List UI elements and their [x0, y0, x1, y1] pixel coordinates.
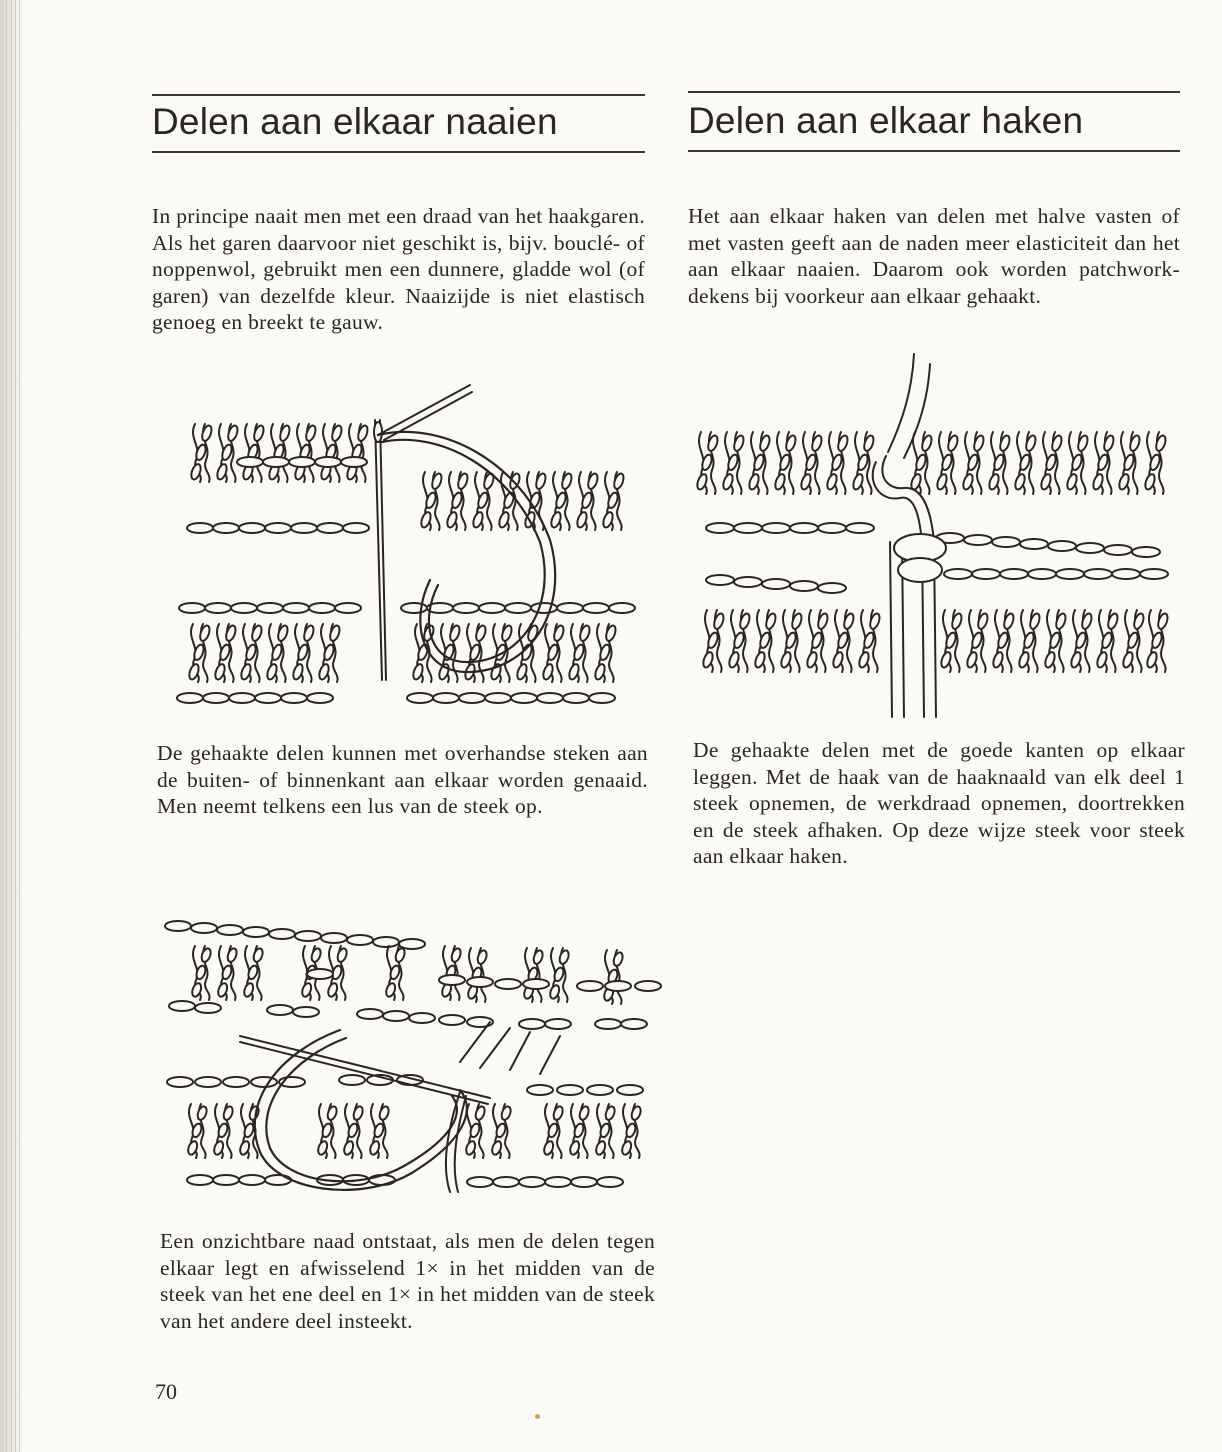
figure-invisible-seam	[160, 912, 665, 1207]
figure-crochet-seam	[690, 352, 1180, 722]
page-edge-shadow	[0, 0, 26, 1452]
right-heading: Delen aan elkaar haken	[688, 100, 1084, 141]
figure-overcast-seam	[170, 380, 650, 720]
left-heading-bottom-rule	[152, 151, 645, 153]
right-intro-paragraph: Het aan elkaar haken van delen met halve vasten of met vasten geeft aan de naden meer elasticiteit dan het aan elkaar naaien. Daarom ook worden patchwork-dekens bij voorkeur aan elkaar gehaakt.	[688, 204, 1180, 308]
page-number: 70	[155, 1379, 177, 1404]
left-intro-paragraph: In principe naait men met een draad van het haakgaren. Als het garen daarvoor niet geschikt is, bijv. bouclé- of noppenwol, gebruikt men een dunnere, gladde wol (of garen) van dezelfde kleur. Naaizijde is niet elastisch genoeg en breekt te gauw.	[152, 204, 645, 335]
right-heading-top-rule	[688, 91, 1180, 93]
right-heading-bottom-rule	[688, 150, 1180, 152]
left-heading: Delen aan elkaar naaien	[152, 101, 558, 142]
left-caption-2: Een onzichtbare naad ontstaat, als men de delen tegen elkaar legt en afwisselend 1× in het midden van de steek van het ene deel en 1× in het midden van de steek van het andere deel insteekt.	[160, 1229, 655, 1333]
left-caption-1: De gehaakte delen kunnen met overhandse steken aan de buiten- of binnenkant aan elkaar worden genaaid. Men neemt telkens een lus van de steek op.	[157, 741, 648, 819]
right-caption-1: De gehaakte delen met de goede kanten op elkaar leggen. Met de haak van de haaknaald van elk deel 1 steek opnemen, de werkdraad opnemen, doortrekken en de steek afhaken. Op deze wijze steek voor steek aan elkaar haken.	[693, 738, 1185, 869]
left-heading-top-rule	[152, 94, 645, 96]
print-speck	[535, 1414, 540, 1419]
